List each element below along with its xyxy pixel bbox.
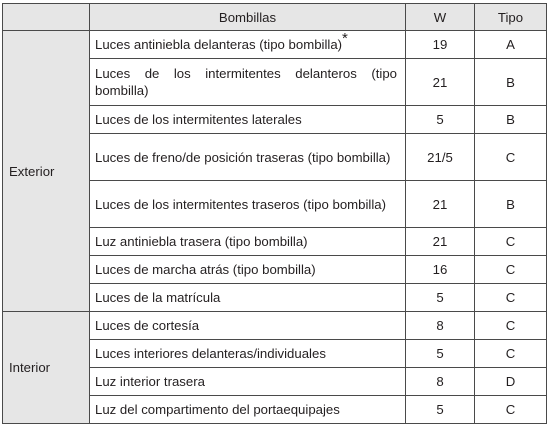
bulb-type: C (475, 396, 547, 424)
bulb-name: Luces de los intermitentes traseros (tipo bombilla) (90, 181, 406, 228)
bulb-type: A (475, 31, 547, 59)
bulb-watts: 21/5 (406, 134, 475, 181)
group-label-interior: Interior (3, 312, 90, 424)
footnote-asterisk: * (342, 29, 348, 47)
bulb-name: Luces de la matrícula (90, 284, 406, 312)
group-label-exterior: Exterior (3, 31, 90, 312)
bulb-watts: 16 (406, 256, 475, 284)
bulb-watts: 21 (406, 181, 475, 228)
bulb-watts: 19 (406, 31, 475, 59)
table-row (3, 31, 547, 59)
bulb-type: C (475, 284, 547, 312)
bulb-name: Luz antiniebla trasera (tipo bombilla) (90, 228, 406, 256)
bulb-table (2, 3, 547, 424)
bulb-type: B (475, 106, 547, 134)
bulb-watts: 8 (406, 368, 475, 396)
bulb-type: B (475, 181, 547, 228)
bulb-name-text: Luces antiniebla delanteras (tipo bombilla) (95, 37, 343, 52)
bulb-watts: 5 (406, 340, 475, 368)
bulb-name: Luces de los intermitentes laterales (90, 106, 406, 134)
bulb-watts: 21 (406, 59, 475, 106)
bulb-watts: 21 (406, 228, 475, 256)
bulb-name: Luces de freno/de posición traseras (tipo bombilla) (90, 134, 406, 181)
header-corner-cell (3, 4, 90, 31)
bulb-type: D (475, 368, 547, 396)
bulb-watts: 5 (406, 396, 475, 424)
bulb-type: B (475, 59, 547, 106)
bulb-name: Luces interiores delanteras/individuales (90, 340, 406, 368)
bulb-type: C (475, 256, 547, 284)
bulb-type: C (475, 312, 547, 340)
header-bulbs: Bombillas (90, 4, 406, 31)
bulb-name: Luces de los intermitentes delanteros (tipo bombilla) (90, 59, 406, 106)
bulb-type: C (475, 228, 547, 256)
table-row (3, 312, 547, 340)
bulb-type: C (475, 340, 547, 368)
bulb-type: C (475, 134, 547, 181)
bulb-name: Luces de marcha atrás (tipo bombilla) (90, 256, 406, 284)
bulb-name: Luz interior trasera (90, 368, 406, 396)
header-type: Tipo (475, 4, 547, 31)
bulb-name: Luces de cortesía (90, 312, 406, 340)
bulb-watts: 5 (406, 106, 475, 134)
bulb-name (90, 31, 406, 59)
header-watts: W (406, 4, 475, 31)
header-row (3, 4, 547, 31)
bulb-watts: 5 (406, 284, 475, 312)
bulb-name: Luz del compartimento del portaequipajes (90, 396, 406, 424)
bulb-watts: 8 (406, 312, 475, 340)
